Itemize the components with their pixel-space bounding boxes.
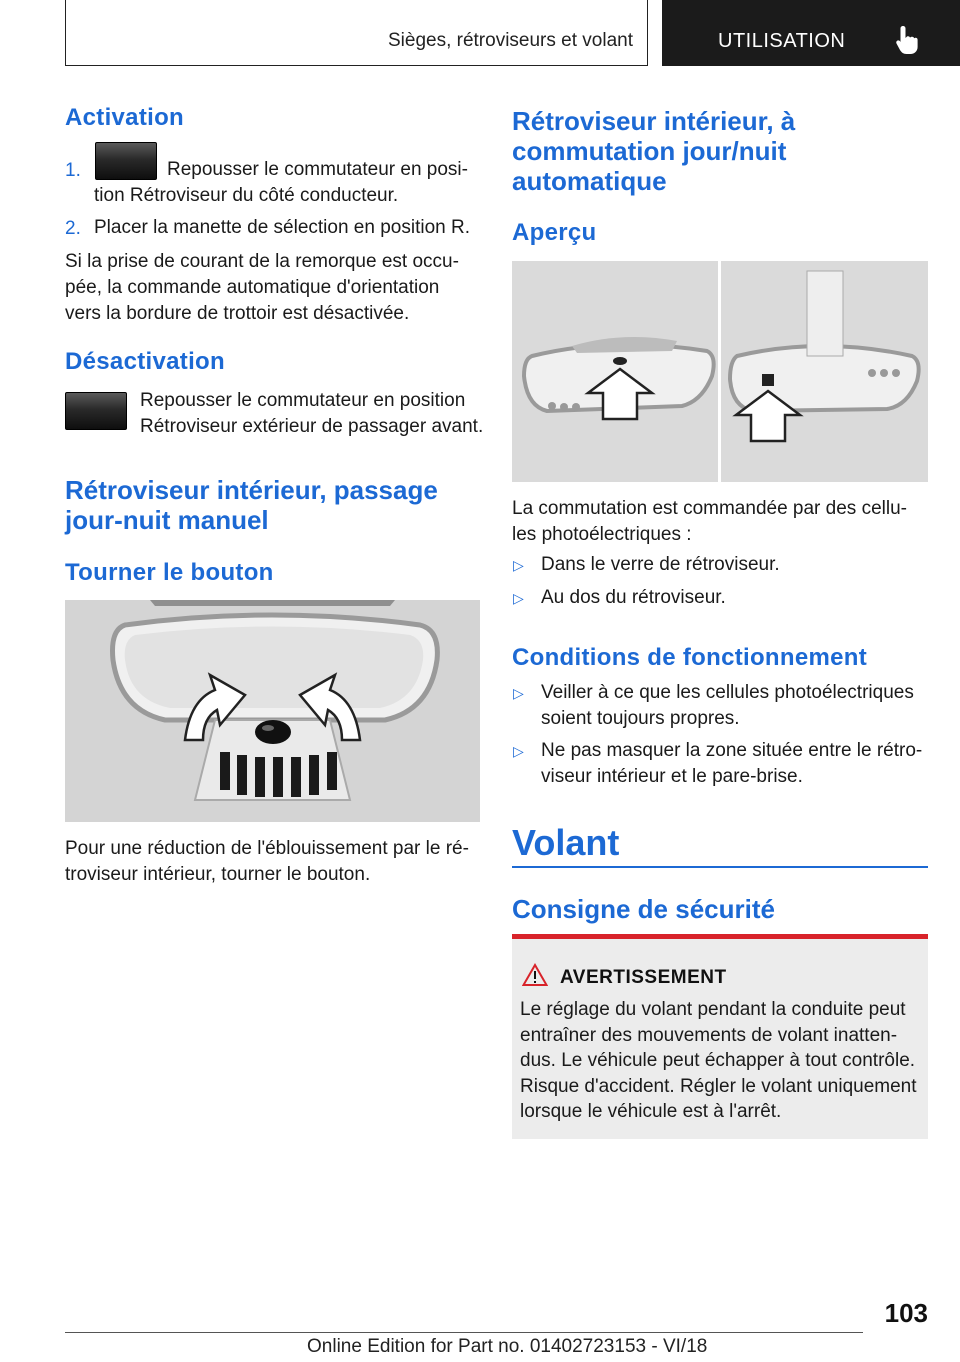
- condition-1-line2: soient toujours propres.: [541, 708, 740, 729]
- auto-mirror-heading-line2: commutation jour/nuit: [512, 136, 787, 166]
- auto-mirror-heading-line1: Rétroviseur intérieur, à: [512, 106, 796, 136]
- condition-2-line1: Ne pas masquer la zone située entre le rétro-: [541, 740, 923, 761]
- chapter-title: Sièges, rétroviseurs et volant: [387, 30, 633, 51]
- deactivation-line2: Rétroviseur extérieur de passager avant.: [140, 416, 484, 437]
- pointing-hand-icon: [894, 24, 920, 56]
- page-number: 103: [884, 1298, 928, 1328]
- warning-label: AVERTISSEMENT: [560, 967, 727, 988]
- title-rule: [512, 866, 928, 868]
- condition-1-line1: Veiller à ce que les cellules photoélectriques: [541, 682, 914, 703]
- warning-box: [512, 934, 928, 1139]
- activation-paragraph-line3: vers la bordure de trottoir est désactivée.: [65, 303, 410, 324]
- footer-rule: [65, 1332, 863, 1333]
- auto-mirror-photo: [512, 261, 928, 482]
- activation-paragraph-line1: Si la prise de courant de la remorque est occu-: [65, 251, 459, 272]
- overview-heading: Aperçu: [512, 219, 597, 246]
- warning-line: lorsque le véhicule est à l'arrêt.: [520, 1101, 782, 1122]
- manual-mirror-caption-line2: troviseur intérieur, tourner le bouton.: [65, 864, 371, 885]
- auto-mirror-caption-line1: La commutation est commandée par des cellu-: [512, 498, 907, 519]
- step-1-number: 1.: [65, 160, 81, 181]
- volant-title: Volant: [512, 822, 620, 863]
- step-2-text: Placer la manette de sélection en position R.: [94, 217, 470, 238]
- header-chapter-box: [65, 0, 648, 66]
- conditions-heading: Conditions de fonctionnement: [512, 644, 868, 671]
- safety-heading: Consigne de sécurité: [512, 894, 775, 924]
- bullet-triangle-icon: ▷: [513, 743, 524, 759]
- manual-mirror-caption-line1: Pour une réduction de l'éblouissement par le ré-: [65, 838, 469, 859]
- bullet-triangle-icon: ▷: [513, 557, 524, 573]
- auto-mirror-heading-line3: automatique: [512, 166, 667, 196]
- list-item: Au dos du rétroviseur.: [541, 587, 726, 608]
- auto-mirror-caption-line2: les photoélectriques :: [512, 524, 692, 545]
- mirror-switch-image: [65, 392, 127, 430]
- header-section-tab[interactable]: [662, 0, 960, 66]
- activation-heading: Activation: [65, 104, 185, 131]
- deactivation-line1: Repousser le commutateur en position: [140, 390, 466, 411]
- mirror-switch-image: [95, 142, 157, 180]
- deactivation-heading: Désactivation: [65, 348, 225, 375]
- activation-paragraph-line2: pée, la commande automatique d'orientation: [65, 277, 440, 298]
- section-label: UTILISATION: [718, 30, 846, 52]
- step-2-number: 2.: [65, 218, 81, 239]
- step-1-text-line2: tion Rétroviseur du côté conducteur.: [94, 185, 399, 206]
- warning-line: Le réglage du volant pendant la conduite peut: [520, 999, 906, 1020]
- list-item: Dans le verre de rétroviseur.: [541, 554, 780, 575]
- warning-line: dus. Le véhicule peut échapper à tout contrôle.: [520, 1050, 916, 1071]
- bullet-triangle-icon: ▷: [513, 685, 524, 701]
- condition-2-line2: viseur intérieur et le pare-brise.: [541, 766, 803, 787]
- manual-mirror-heading-line2: jour-nuit manuel: [65, 505, 269, 535]
- step-1-text-line1: Repousser le commutateur en posi-: [167, 159, 468, 180]
- edition-footer: Online Edition for Part no. 01402723153 - VI/18: [307, 1336, 708, 1357]
- turn-knob-heading: Tourner le bouton: [65, 559, 274, 586]
- warning-line: Risque d'accident. Régler le volant uniquement: [520, 1075, 917, 1097]
- manual-mirror-heading-line1: Rétroviseur intérieur, passage: [65, 475, 438, 505]
- warning-line: entraîner des mouvements de volant inatten-: [520, 1024, 898, 1046]
- warning-text: [520, 997, 922, 1125]
- bullet-triangle-icon: ▷: [513, 590, 524, 606]
- manual-mirror-photo: [65, 600, 480, 822]
- warning-triangle-icon: [522, 963, 548, 987]
